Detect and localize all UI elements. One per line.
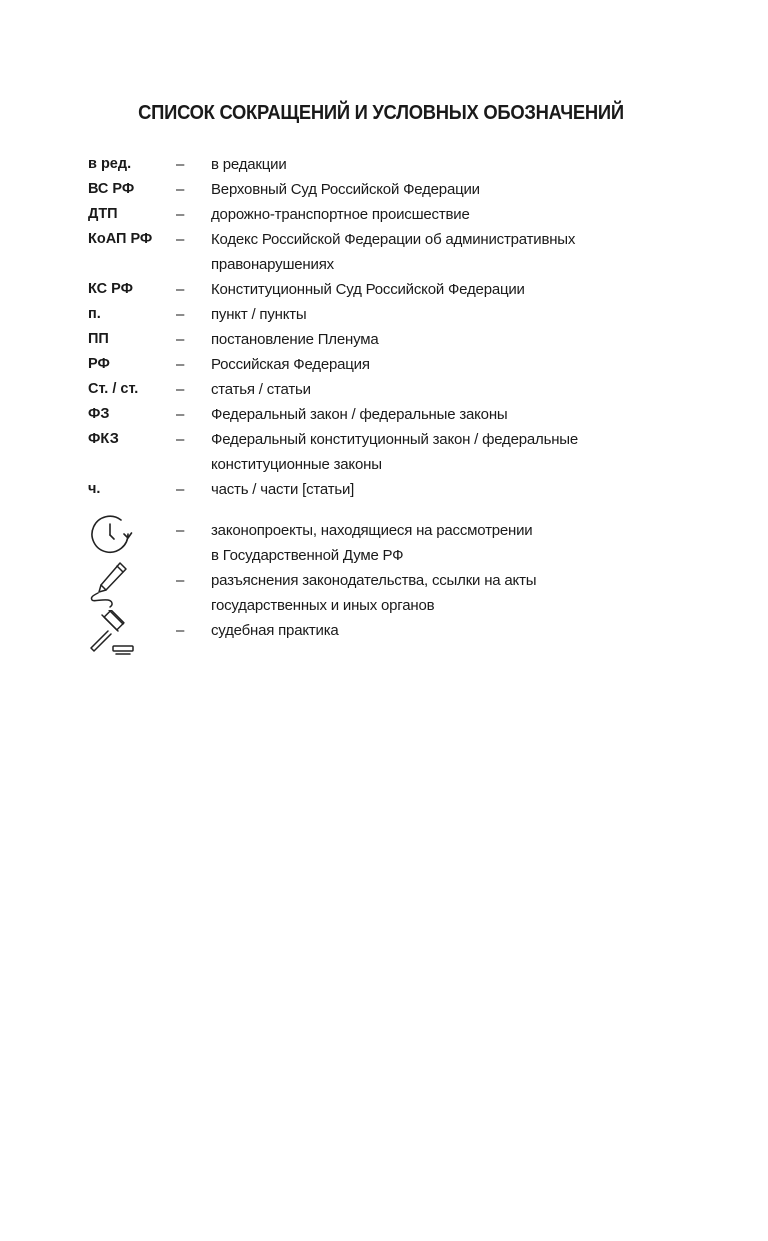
abbreviation-description: пункт / пункты xyxy=(211,306,307,323)
dash-separator: – xyxy=(176,622,185,639)
abbreviation-description: Верховный Суд Российской Федерации xyxy=(211,181,480,198)
abbreviation-description: статья / статьи xyxy=(211,381,311,398)
abbreviation-row xyxy=(88,327,648,352)
abbreviation-term: РФ xyxy=(88,356,110,372)
symbol-description-line: законопроекты, находящиеся на рассмотрении xyxy=(211,522,533,539)
abbreviation-row xyxy=(88,227,648,277)
symbol-row xyxy=(88,568,648,618)
dash-separator: – xyxy=(176,381,185,398)
abbreviation-term: в ред. xyxy=(88,156,132,172)
symbol-description-line: разъяснения законодательства, ссылки на акты xyxy=(211,572,537,589)
abbreviation-description: дорожно-транспортное происшествие xyxy=(211,206,470,223)
symbol-description-line: государственных и иных органов xyxy=(211,597,435,614)
abbreviation-row xyxy=(88,427,648,477)
symbol-description xyxy=(211,568,648,618)
symbol-list xyxy=(88,518,648,668)
abbreviation-description: часть / части [статьи] xyxy=(211,481,355,498)
dash-separator: – xyxy=(176,181,185,198)
abbreviation-description: в редакции xyxy=(211,156,287,173)
abbreviation-description: Кодекс Российской Федерации об административных правонарушениях xyxy=(211,231,576,273)
abbreviation-row xyxy=(88,277,648,302)
dash-separator: – xyxy=(176,572,185,589)
dash-separator: – xyxy=(176,281,185,298)
symbol-description xyxy=(211,518,648,568)
abbreviation-description: Российская Федерация xyxy=(211,356,370,373)
dash-separator: – xyxy=(176,431,185,448)
dash-separator: – xyxy=(176,481,185,498)
abbreviation-row xyxy=(88,177,648,202)
abbreviation-description: Конституционный Суд Российской Федерации xyxy=(211,281,525,298)
symbol-description xyxy=(211,618,648,643)
abbreviation-row xyxy=(88,352,648,377)
abbreviation-row xyxy=(88,477,648,502)
symbol-row xyxy=(88,518,648,568)
symbol-description-line: судебная практика xyxy=(211,622,339,639)
abbreviation-row xyxy=(88,152,648,177)
dash-separator: – xyxy=(176,156,185,173)
abbreviation-row xyxy=(88,377,648,402)
dash-separator: – xyxy=(176,522,185,539)
abbreviation-description: Федеральный конституционный закон / федеральные конституционные законы xyxy=(211,431,579,473)
dash-separator: – xyxy=(176,306,185,323)
gavel-icon xyxy=(88,618,176,656)
dash-separator: – xyxy=(176,356,185,373)
abbreviation-term: ДТП xyxy=(88,206,118,222)
pencil-icon xyxy=(88,568,176,610)
abbreviation-row xyxy=(88,302,648,327)
abbreviation-term: ПП xyxy=(88,331,109,347)
symbol-row xyxy=(88,618,648,668)
abbreviation-term: ФЗ xyxy=(88,406,110,422)
dash-separator: – xyxy=(176,331,185,348)
abbreviation-term: п. xyxy=(88,306,101,322)
dash-separator: – xyxy=(176,206,185,223)
dash-separator: – xyxy=(176,406,185,423)
clock-icon xyxy=(88,518,176,558)
abbreviation-list xyxy=(88,152,648,502)
abbreviation-term: ч. xyxy=(88,481,101,497)
abbreviation-term: ФКЗ xyxy=(88,431,119,447)
abbreviation-term: Ст. / ст. xyxy=(88,381,139,397)
page-title: СПИСОК СОКРАЩЕНИЙ И УСЛОВНЫХ ОБОЗНАЧЕНИЙ xyxy=(138,102,624,124)
abbreviation-row xyxy=(88,202,648,227)
dash-separator: – xyxy=(176,231,185,248)
abbreviation-term: КоАП РФ xyxy=(88,231,153,247)
abbreviation-term: КС РФ xyxy=(88,281,134,297)
abbreviation-description: постановление Пленума xyxy=(211,331,379,348)
abbreviation-term: ВС РФ xyxy=(88,181,135,197)
abbreviation-row xyxy=(88,402,648,427)
abbreviation-description: Федеральный закон / федеральные законы xyxy=(211,406,508,423)
symbol-description-line: в Государственной Думе РФ xyxy=(211,547,404,564)
